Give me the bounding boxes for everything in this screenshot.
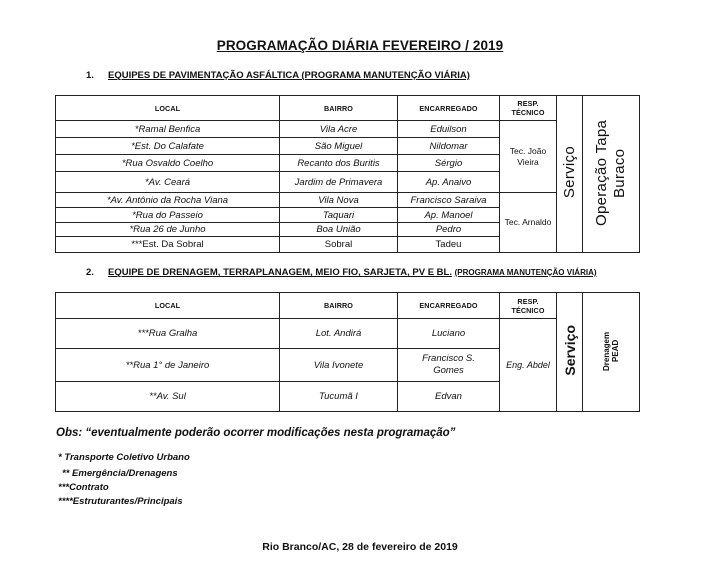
table-cell-encarregado: Eduilson (398, 121, 500, 138)
table-cell-local: **Av. Sul (56, 382, 280, 412)
table-cell-bairro: Vila Ivonete (280, 349, 398, 382)
table-cell-encarregado: Luciano (398, 319, 500, 349)
section2-heading-suffix: (PROGRAMA MANUTENÇÃO VIÁRIA) (454, 268, 597, 277)
table-cell-local: **Rua 1° de Janeiro (56, 349, 280, 382)
table-cell-encarregado: Sérgio (398, 155, 500, 172)
operacao-label: Operação Tapa Buraco (593, 119, 628, 226)
footer-date: Rio Branco/AC, 28 de fevereiro de 2019 (262, 541, 458, 553)
table-cell-encarregado: Pedro (398, 223, 500, 237)
header-local: LOCAL (56, 293, 280, 319)
header-resp-tecnico: RESP. TÉCNICO (500, 293, 557, 319)
section1-heading (86, 70, 470, 81)
table-cell-bairro: Vila Acre (280, 121, 398, 138)
table-cell-local: *Rua Osvaldo Coelho (56, 155, 280, 172)
resp-abdel-label: Eng. Abdel (506, 359, 550, 370)
table-cell-local: *Av. Ceará (56, 172, 280, 193)
servico-cell (557, 293, 583, 412)
table-cell-encarregado: Ap. Manoel (398, 208, 500, 223)
servico-label: Serviço (561, 146, 578, 199)
table-cell-local: ***Rua Gralha (56, 319, 280, 349)
drenagem-label: Drenagem PEAD (602, 330, 620, 371)
table-cell-bairro: São Miguel (280, 138, 398, 155)
resp-joao-vieira-label: Tec. João Vieira (509, 145, 547, 167)
resp-abdel (500, 319, 557, 412)
table-cell-local: *Rua do Passeio (56, 208, 280, 223)
header-encarregado: ENCARREGADO (398, 293, 500, 319)
servico-label: Serviço (561, 325, 578, 376)
table-cell-encarregado: Edvan (398, 382, 500, 412)
resp-arnaldo (500, 193, 557, 253)
drainage-team-table (55, 292, 640, 412)
table-cell-local: *Av. Antônio da Rocha Viana (56, 193, 280, 208)
table-cell-bairro: Tucumã I (280, 382, 398, 412)
header-local: LOCAL (56, 96, 280, 121)
paving-teams-table (55, 95, 640, 253)
table-cell-encarregado (398, 349, 500, 382)
drenagem-cell (583, 293, 640, 412)
encarregado-text: Francisco S. Gomes (422, 353, 475, 376)
table-cell-local: *Est. Do Calafate (56, 138, 280, 155)
resp-arnaldo-label: Tec. Arnaldo (504, 217, 552, 227)
legend-item: * Transporte Coletivo Urbano (58, 452, 190, 463)
table-cell-bairro: Lot. Andirá (280, 319, 398, 349)
section2-number: 2. (86, 267, 94, 278)
header-resp-tecnico: RESP. TÉCNICO (500, 96, 557, 121)
table-cell-bairro: Vila Nova (280, 193, 398, 208)
legend-item: ** Emergência/Drenagens (62, 468, 178, 479)
table-cell-local: *Rua 26 de Junho (56, 223, 280, 237)
table-cell-encarregado: Francisco Saraiva (398, 193, 500, 208)
table-cell-bairro: Jardim de Primavera (280, 172, 398, 193)
table-cell-encarregado: Nildomar (398, 138, 500, 155)
servico-cell (557, 96, 583, 253)
table-cell-local: *Ramal Benfica (56, 121, 280, 138)
resp-joao-vieira (500, 121, 557, 193)
table-cell-bairro: Taquari (280, 208, 398, 223)
table-cell-bairro: Sobral (280, 237, 398, 253)
table-cell-bairro: Recanto dos Buritis (280, 155, 398, 172)
operacao-cell (583, 96, 640, 253)
header-encarregado: ENCARREGADO (398, 96, 500, 121)
legend-item: ***Contrato (58, 482, 109, 493)
header-bairro: BAIRRO (280, 293, 398, 319)
table-cell-bairro: Boa União (280, 223, 398, 237)
table-cell-encarregado: Ap. Anaivo (398, 172, 500, 193)
document-title: PROGRAMAÇÃO DIÁRIA FEVEREIRO / 2019 (216, 38, 504, 53)
section2-heading-text: EQUIPE DE DRENAGEM, TERRAPLANAGEM, MEIO FIO, SARJETA, PV E BL. (108, 267, 452, 278)
section2-heading (86, 267, 597, 278)
observation-note: Obs: “eventualmente poderão ocorrer modificações nesta programação” (56, 427, 456, 439)
table-cell-encarregado: Tadeu (398, 237, 500, 253)
section1-number: 1. (86, 70, 94, 81)
header-bairro: BAIRRO (280, 96, 398, 121)
legend-item: ****Estruturantes/Principais (58, 496, 183, 507)
section1-heading-text: EQUIPES DE PAVIMENTAÇÃO ASFÁLTICA (PROGRAMA MANUTENÇÃO VIÁRIA) (108, 70, 470, 81)
table-cell-local: ***Est. Da Sobral (56, 237, 280, 253)
